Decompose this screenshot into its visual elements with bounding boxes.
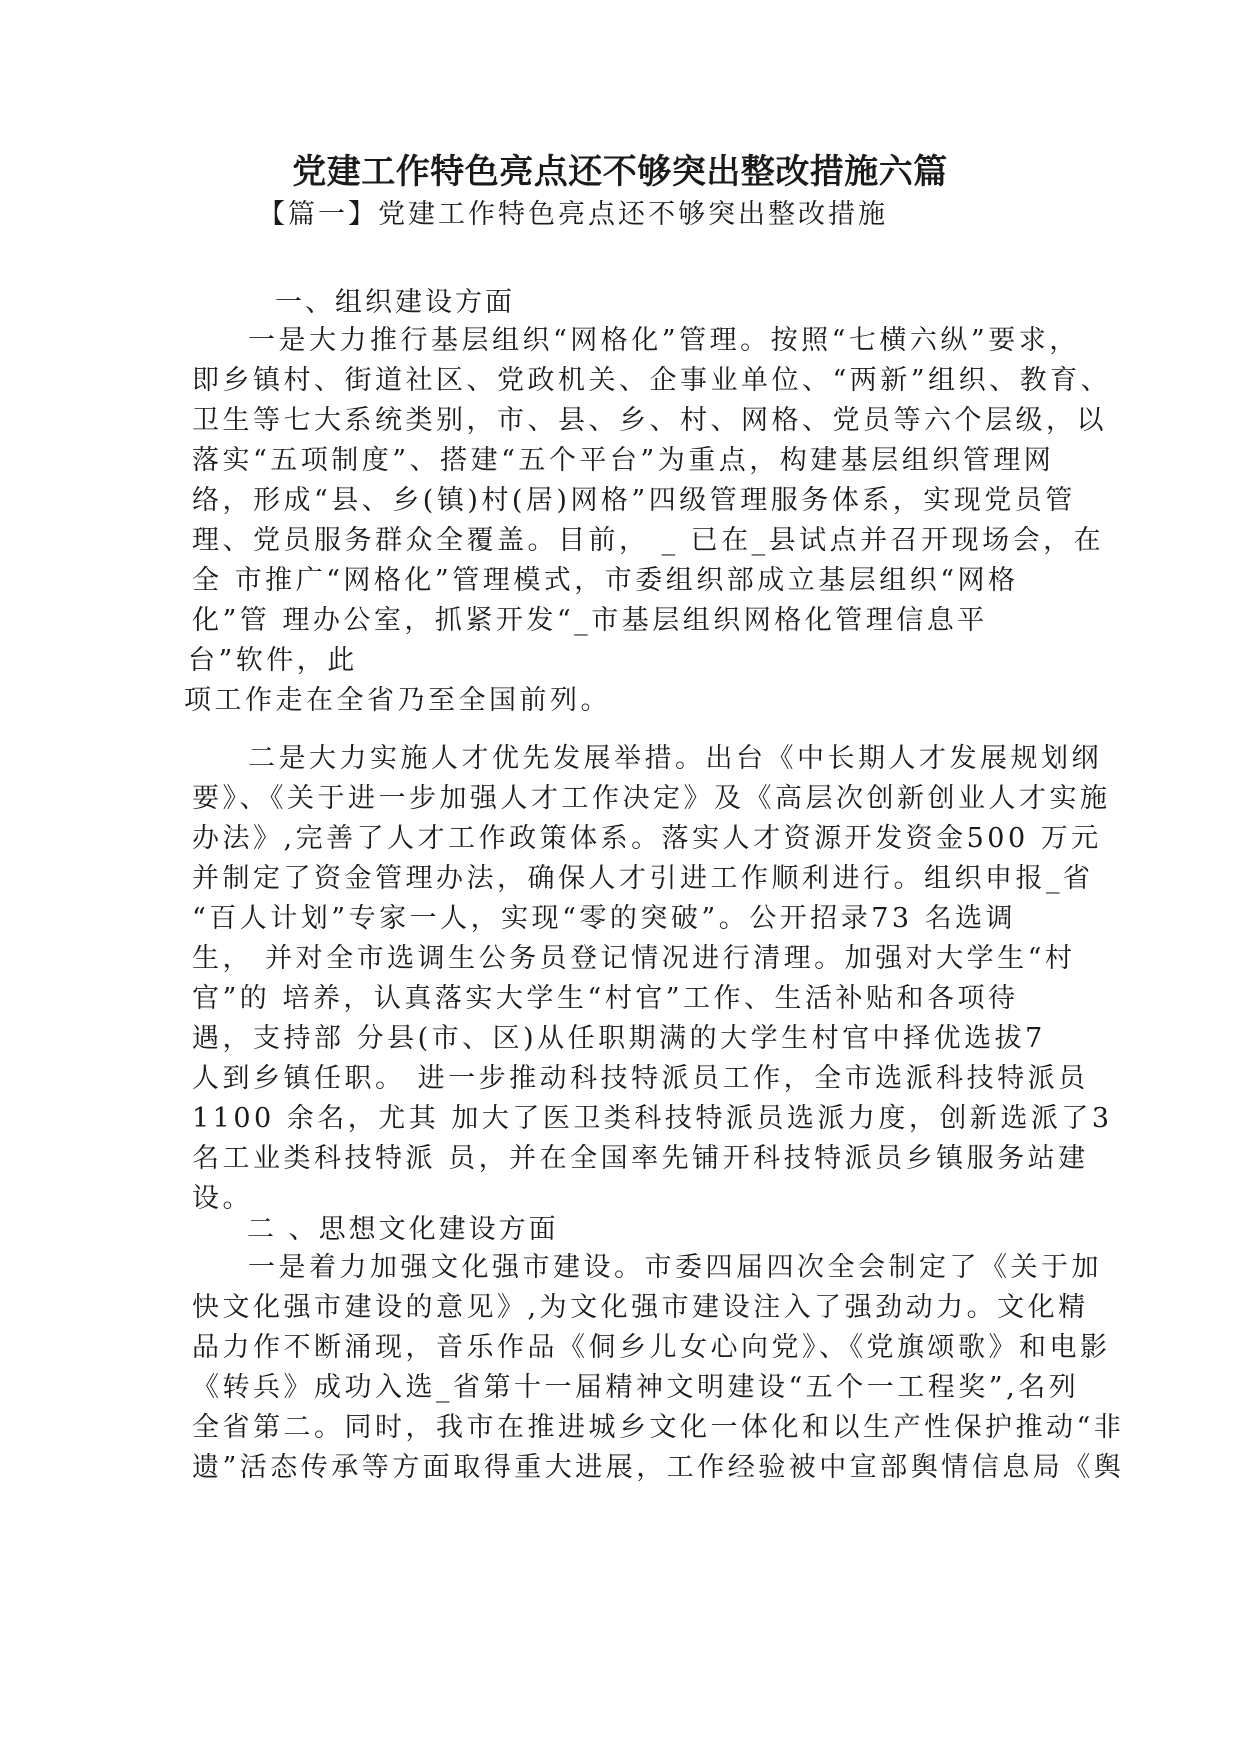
text-line: 台”软件，此	[188, 645, 358, 676]
document-subtitle: 【篇一】党建工作特色亮点还不够突出整改措施	[258, 199, 888, 230]
text-line: 要》、《关于进一步加强人才工作决定》及《高层次创新创业人才实施	[192, 783, 1111, 814]
section-heading-culture: 二 、思想文化建设方面	[247, 1214, 559, 1245]
paragraph-grid-management	[184, 321, 1112, 721]
text-line: 官”的 培养，认真落实大学生“村官”工作、生活补贴和各项待	[192, 983, 1019, 1014]
text-line: 卫生等七大系统类别，市、县、乡、村、网格、党员等六个层级，以	[192, 405, 1107, 436]
text-line: 全 市推广“网格化”管理模式，市委组织部成立基层组织“网格	[192, 565, 1019, 596]
text-line: 全省第二。同时，我市在推进城乡文化一体化和以生产性保护推动“非	[192, 1412, 1125, 1443]
text-line: 《转兵》成功入选_省第十一届精神文明建设“五个一工程奖”,名列	[192, 1372, 1080, 1403]
section-heading-organization: 一、组织建设方面	[275, 287, 515, 318]
text-line: 品力作不断涌现，音乐作品《侗乡儿女心向党》、《党旗颂歌》和电影	[192, 1332, 1111, 1363]
text-line: 一是着力加强文化强市建设。市委四届四次全会制定了《关于加	[248, 1252, 1102, 1283]
paragraph-talent-development	[192, 739, 1113, 1219]
text-line: 快文化强市建设的意见》,为文化强市建设注入了强劲动力。文化精	[192, 1292, 1089, 1323]
text-line: 化”管 理办公室，抓紧开发“_市基层组织网格化管理信息平	[192, 605, 988, 636]
text-line: “百人计划”专家一人，实现“零的突破”。公开招录73 名选调	[192, 903, 1017, 934]
text-line: 设。	[192, 1183, 253, 1214]
paragraph-cultural-city	[192, 1248, 1125, 1488]
text-line: 并制定了资金管理办法，确保人才引进工作顺利进行。组织申报_省	[192, 863, 1094, 894]
text-line: 络，形成“县、乡(镇)村(居)网格”四级管理服务体系，实现党员管	[192, 485, 1076, 516]
text-line: 落实“五项制度”、搭建“五个平台”为重点，构建基层组织管理网	[192, 445, 1055, 476]
text-line: 遇，支持部 分县(市、区)从任职期满的大学生村官中择优选拔7	[192, 1023, 1046, 1054]
text-line: 遗”活态传承等方面取得重大进展，工作经验被中宣部舆情信息局《舆	[192, 1452, 1125, 1483]
text-line: 1100 余名，尤其 加大了医卫类科技特派员选派力度，创新选派了3	[192, 1103, 1113, 1134]
text-line: 二是大力实施人才优先发展举措。出台《中长期人才发展规划纲	[248, 743, 1102, 774]
text-line: 名工业类科技特派 员，并在全国率先铺开科技特派员乡镇服务站建	[192, 1143, 1089, 1174]
text-line: 生， 并对全市选调生公务员登记情况进行清理。加强对大学生“村	[192, 943, 1076, 974]
text-line: 项工作走在全省乃至全国前列。	[184, 685, 611, 716]
text-line: 办法》,完善了人才工作政策体系。落实人才资源开发资金500 万元	[192, 823, 1102, 854]
text-line: 一是大力推行基层组织“网格化”管理。按照“七横六纵”要求，	[248, 325, 1080, 356]
document-title: 党建工作特色亮点还不够突出整改措施六篇	[292, 152, 948, 192]
text-line: 人到乡镇任职。 进一步推动科技特派员工作，全市选派科技特派员	[192, 1063, 1089, 1094]
text-line: 即乡镇村、街道社区、党政机关、企事业单位、“两新”组织、教育、	[192, 365, 1112, 396]
text-line: 理、党员服务群众全覆盖。目前， _ 已在_县试点并召开现场会，在	[192, 525, 1105, 556]
